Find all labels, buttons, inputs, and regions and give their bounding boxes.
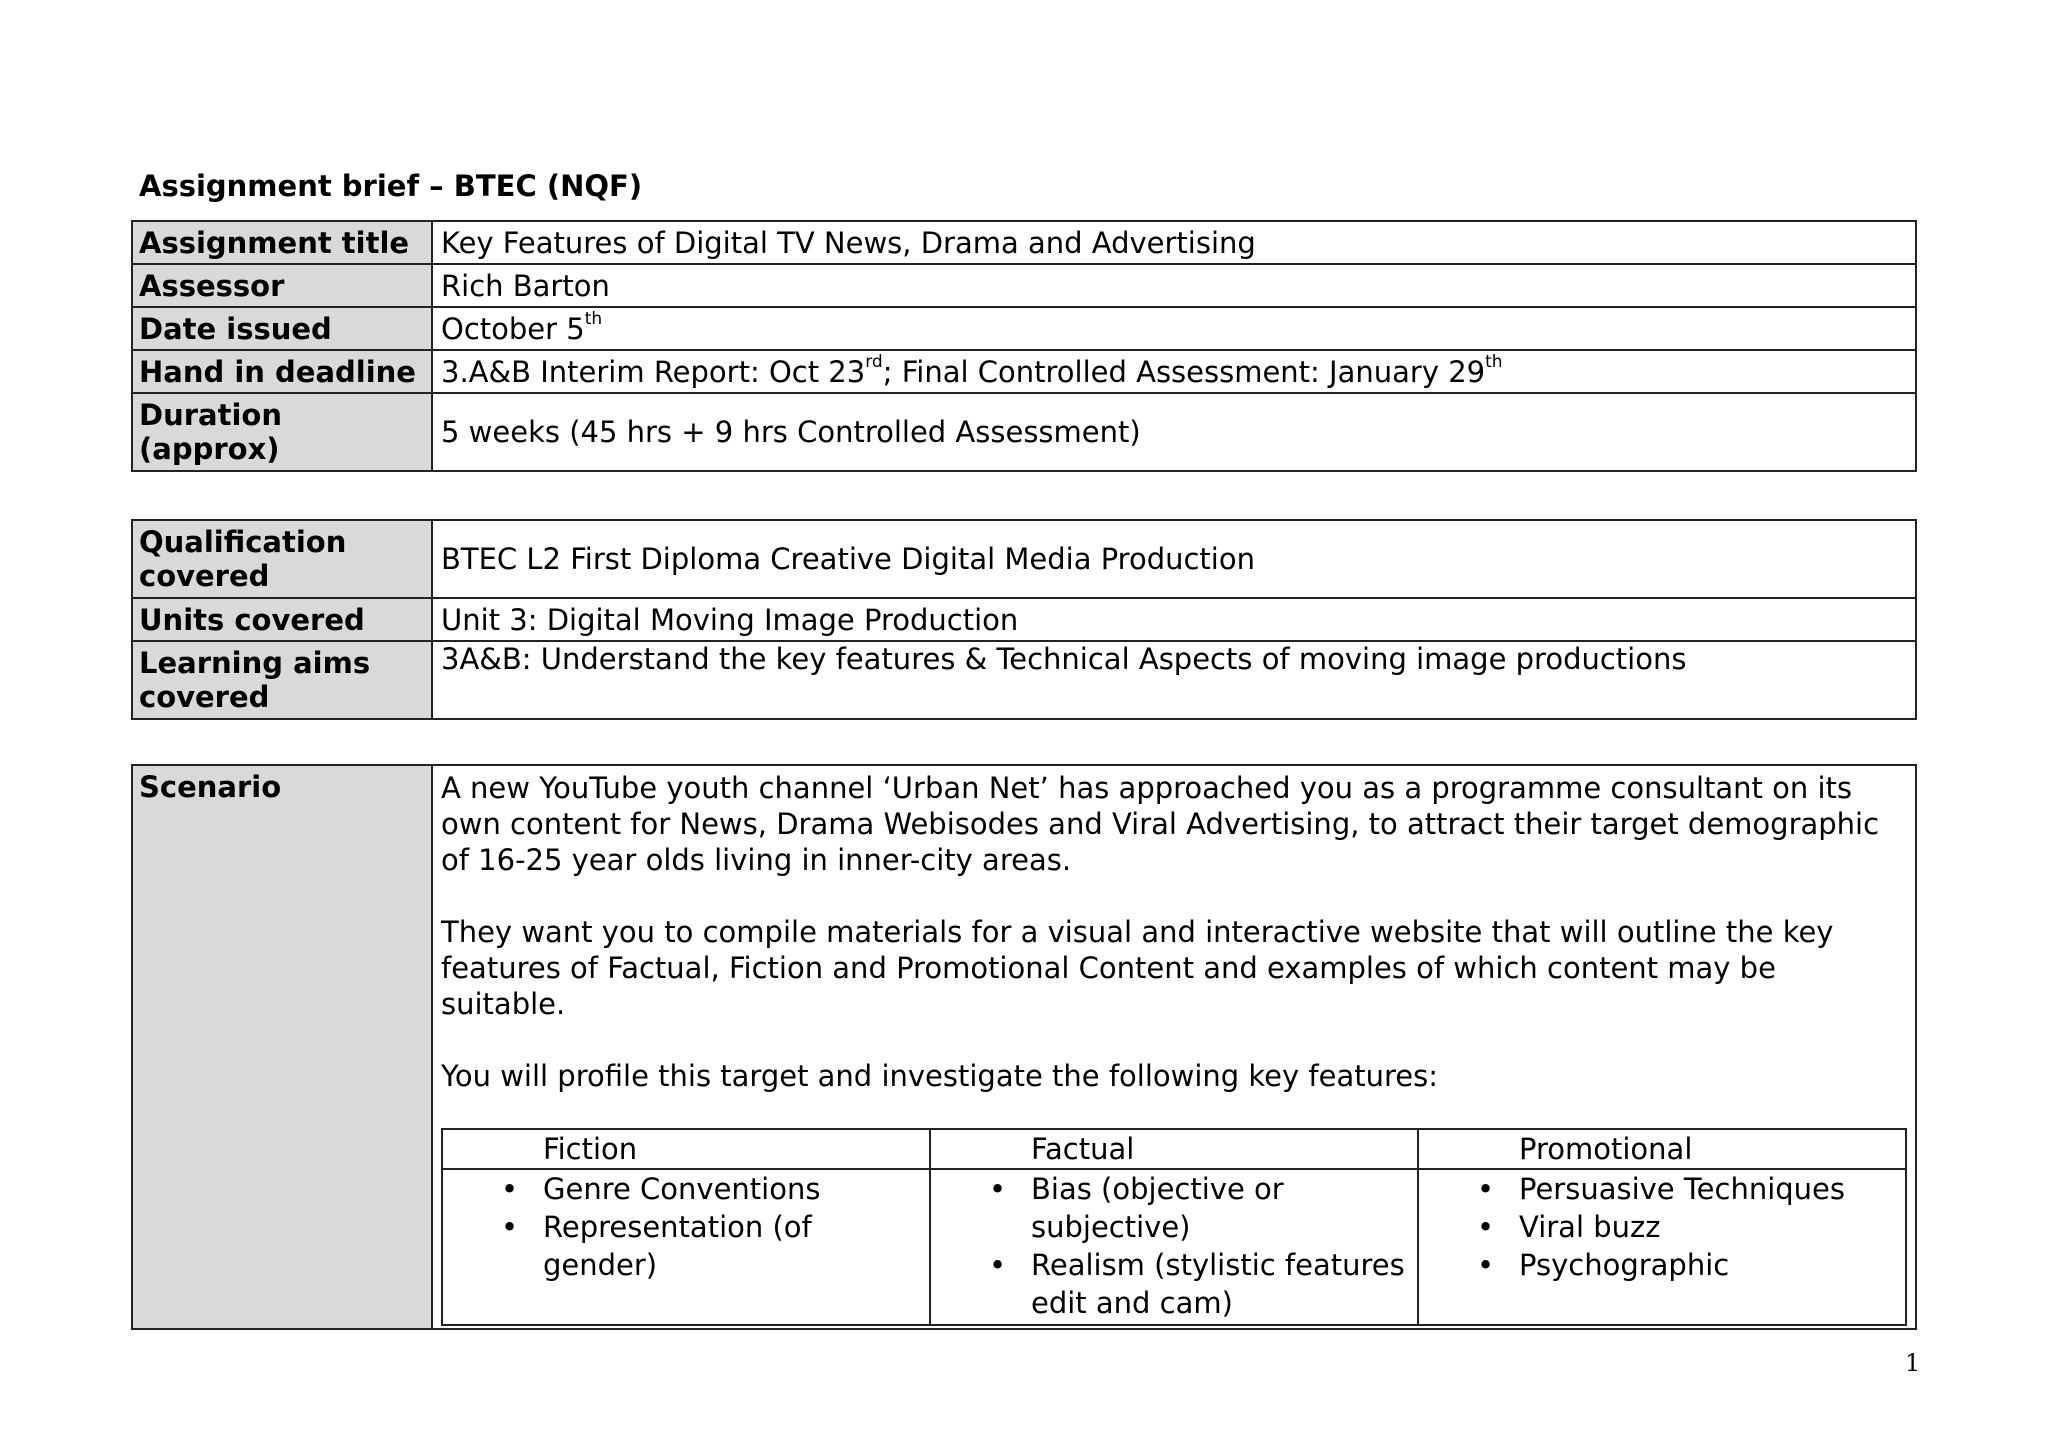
list-item: • Genre Conventions	[543, 1170, 929, 1208]
table-row	[132, 350, 1916, 393]
factual-list	[931, 1170, 1417, 1322]
date-issued-suffix: th	[584, 308, 603, 329]
list-item: • Representation (of gender)	[543, 1208, 929, 1284]
factual-header: Factual	[930, 1129, 1418, 1169]
list-item: • Realism (stylistic features edit and cam)	[1031, 1246, 1417, 1322]
promotional-cell	[1418, 1169, 1906, 1325]
assignment-title-value: Key Features of Digital TV News, Drama and Advertising	[432, 221, 1916, 264]
learning-aims-label: Learning aims covered	[132, 641, 432, 719]
units-label: Units covered	[132, 598, 432, 641]
deadline-suffix-2: th	[1485, 351, 1503, 372]
deadline-value	[432, 350, 1916, 393]
fiction-list	[443, 1170, 929, 1284]
deadline-text-2: ; Final Controlled Assessment: January 29	[882, 354, 1486, 389]
promotional-header: Promotional	[1418, 1129, 1906, 1169]
assessor-value: Rich Barton	[432, 264, 1916, 307]
assessor-label: Assessor	[132, 264, 432, 307]
date-issued-label: Date issued	[132, 307, 432, 350]
table-row	[132, 765, 1916, 1329]
table-row	[442, 1169, 1906, 1325]
scenario-paragraph: A new YouTube youth channel ‘Urban Net’ has approached you as a programme consultant on its own content for News, Drama Webisodes and Viral Advertising, to attract their target demographic of 16-25 year olds living in inner-city areas.	[441, 771, 1880, 877]
table-row	[132, 641, 1916, 719]
table-row	[132, 307, 1916, 350]
assignment-title-label: Assignment title	[132, 221, 432, 264]
list-item: • Psychographic	[1519, 1246, 1905, 1284]
duration-value: 5 weeks (45 hrs + 9 hrs Controlled Assessment)	[432, 393, 1916, 471]
qualification-table	[131, 519, 1917, 720]
table-header-row	[442, 1129, 1906, 1169]
date-issued-text: October 5	[441, 311, 585, 346]
table-row	[132, 264, 1916, 307]
units-value: Unit 3: Digital Moving Image Production	[432, 598, 1916, 641]
scenario-content	[432, 765, 1916, 1329]
promotional-list	[1419, 1170, 1905, 1284]
deadline-label: Hand in deadline	[132, 350, 432, 393]
deadline-text-1: 3.A&B Interim Report: Oct 23	[441, 354, 866, 389]
qualification-label: Qualification covered	[132, 520, 432, 598]
deadline-suffix-1: rd	[865, 351, 883, 372]
list-item: • Viral buzz	[1519, 1208, 1905, 1246]
list-item: • Bias (objective or subjective)	[1031, 1170, 1417, 1246]
key-features-table	[441, 1128, 1907, 1326]
assignment-details-table	[131, 220, 1917, 472]
fiction-cell	[442, 1169, 930, 1325]
table-row	[132, 598, 1916, 641]
scenario-label: Scenario	[132, 765, 432, 1329]
list-item: • Persuasive Techniques	[1519, 1170, 1905, 1208]
scenario-table	[131, 764, 1917, 1330]
factual-cell	[930, 1169, 1418, 1325]
table-row	[132, 393, 1916, 471]
qualification-value: BTEC L2 First Diploma Creative Digital Media Production	[432, 520, 1916, 598]
duration-label: Duration (approx)	[132, 393, 432, 471]
scenario-paragraph: You will profile this target and investigate the following key features:	[441, 1059, 1438, 1093]
page-number: 1	[1905, 1349, 1921, 1377]
document-title: Assignment brief – BTEC (NQF)	[139, 169, 643, 203]
table-row	[132, 520, 1916, 598]
fiction-header: Fiction	[442, 1129, 930, 1169]
scenario-paragraph: They want you to compile materials for a visual and interactive website that will outline the key features of Factual, Fiction and Promotional Content and examples of which content may be suitable.	[441, 915, 1834, 1021]
date-issued-value	[432, 307, 1916, 350]
table-row	[132, 221, 1916, 264]
learning-aims-value: 3A&B: Understand the key features & Technical Aspects of moving image productions	[432, 641, 1916, 719]
